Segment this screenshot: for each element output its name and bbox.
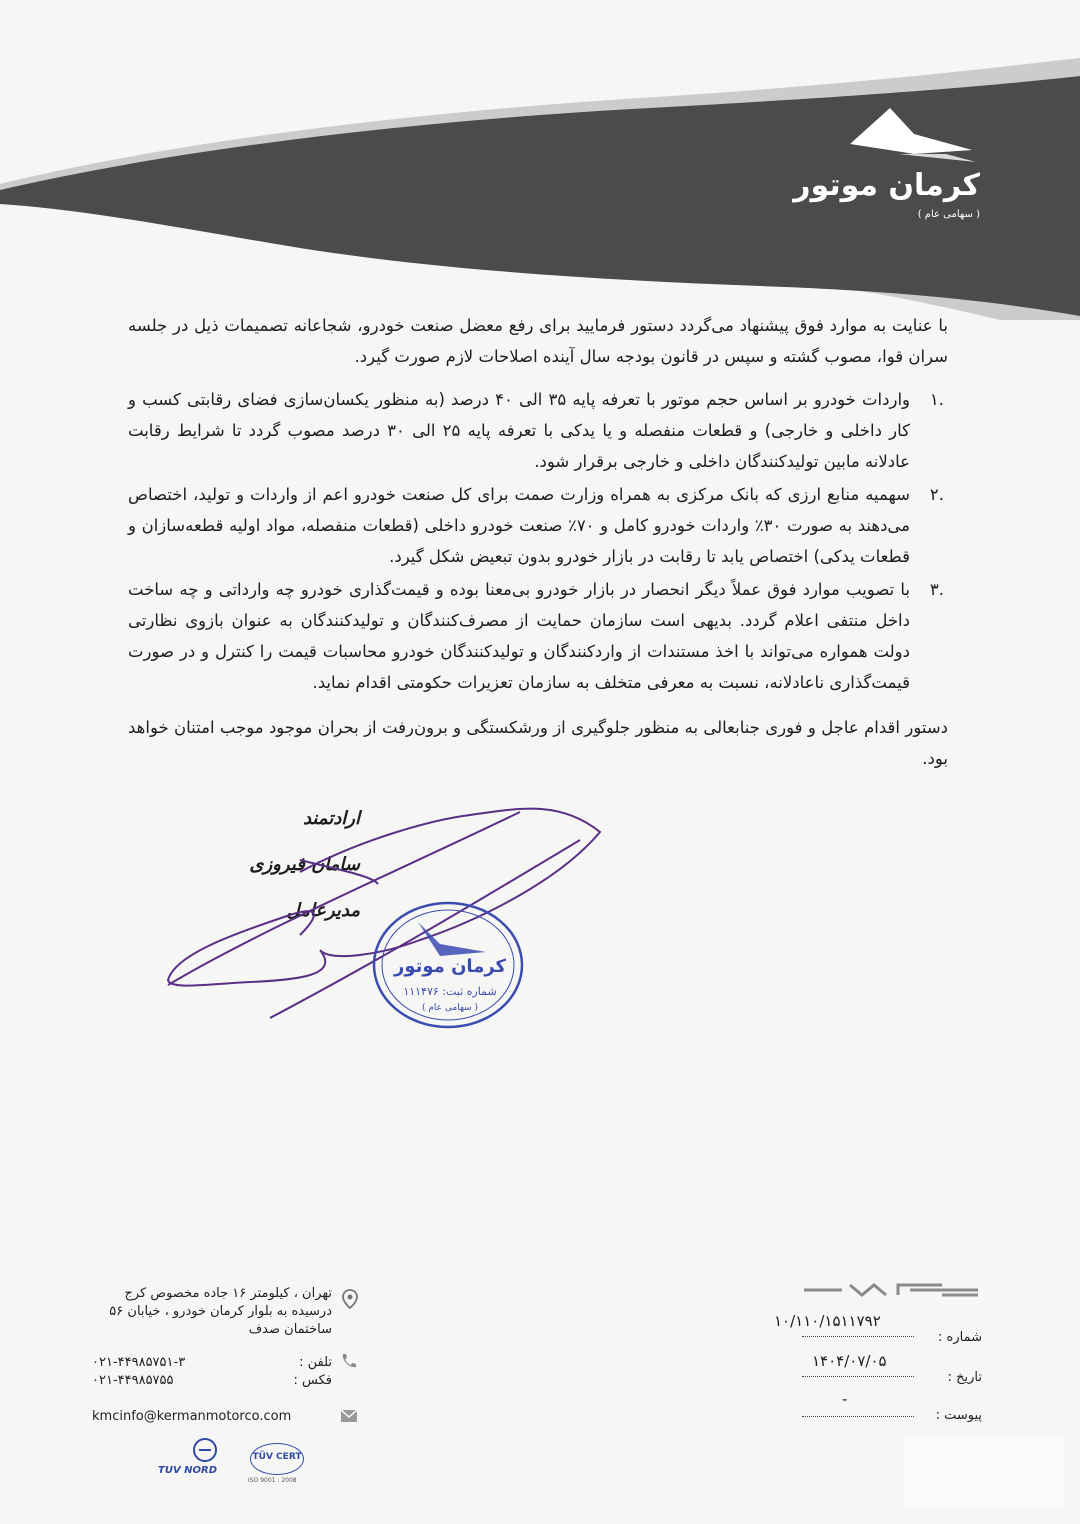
company-stamp xyxy=(374,903,522,1027)
attachment-dots xyxy=(802,1416,914,1417)
letter-number: ۱۰/۱۱۰/۱۵۱۱۷۹۲ xyxy=(774,1312,881,1330)
tuv-cert-badge xyxy=(250,1443,304,1475)
kmc-logo xyxy=(802,1282,982,1301)
stamp-company-name: کرمان موتور xyxy=(393,956,507,977)
address-line: ساختمان صدف xyxy=(248,1322,332,1337)
company-name: کرمان موتور xyxy=(793,168,980,203)
item-number: .۳ xyxy=(929,580,944,599)
number-label: شماره : xyxy=(938,1330,982,1345)
attachment-value: - xyxy=(842,1390,849,1408)
company-brand xyxy=(793,168,980,220)
header-band xyxy=(0,0,1080,320)
signer-name: سامان فیروزی xyxy=(249,854,360,875)
address-line: درسیده به بلوار کرمان خودرو ، خیابان ۵۶ xyxy=(109,1304,332,1319)
item-number: .۲ xyxy=(929,485,944,504)
address-line: تهران ، کیلومتر ۱۶ جاده مخصوص کرج xyxy=(124,1286,332,1301)
number-dots xyxy=(802,1336,914,1337)
letter-closing: دستور اقدام عاجل و فوری جنابعالی به منظور جلوگیری از ورشکستگی و برون‌رفت از بحران موجود موجب امتنان خواهد بود. xyxy=(128,718,948,768)
email: kmcinfo@kermanmotorco.com xyxy=(92,1409,292,1424)
list-item xyxy=(128,574,948,698)
company-type: ( سهامی عام ) xyxy=(917,209,980,220)
item-text: با تصویب موارد فوق عملاً دیگر انحصار در بازار خودرو بی‌معنا بوده و قیمت‌گذاری خودرو چه وارداتی و چه ساخت داخل منتفی اعلام گردد. بدیهی است سازمان حمایت از مصرف‌کنندگان و تولیدکنندگان به عنوان بازوی نظارتی دولت همواره می‌تواند با اخذ مستندات از واردکنندگان و تولیدکنندگان خودرو محاسبات قیمت را کنترل و در صورت قیمت‌گذاری ناعادلانه، نسبت به معرفی متخلف به سازمان تعزیرات حکومتی اقدام نماید. xyxy=(128,580,910,692)
tuv-nord-logo: TUV NORD xyxy=(158,1465,218,1476)
signature-greeting: ارادتمند xyxy=(302,808,360,829)
mail-icon xyxy=(340,1409,358,1423)
fax-value: ۰۲۱-۴۴۹۸۵۷۵۵ xyxy=(92,1373,174,1388)
item-text: سهمیه منابع ارزی که بانک مرکزی به همراه وزارت صمت برای کل صنعت خودرو اعم از واردات و تولید، اختصاص می‌دهند به صورت ۳۰٪ واردات خودرو کامل و ۷۰٪ صنعت خودرو داخلی (قطعات منفصله، مواد اولیه قطعه‌سازان و قطعات یدکی) اختصاص یابد تا رقابت در بازار خودرو بدون تبعیض شکل گیرد. xyxy=(128,485,911,566)
phone-value: ۰۲۱-۴۴۹۸۵۷۵۱-۳ xyxy=(92,1355,186,1370)
letter-date: ۱۴۰۴/۰۷/۰۵ xyxy=(812,1352,887,1370)
item-number: .۱ xyxy=(929,390,944,409)
phone-icon xyxy=(340,1353,358,1369)
stamp-company-type: ( سهامی عام ) xyxy=(421,1003,479,1013)
signature-block xyxy=(249,808,360,946)
attachment-label: پیوست : xyxy=(935,1408,982,1423)
fax-label: فکس : xyxy=(293,1373,332,1388)
tuv-cert-label: TÜV CERT xyxy=(252,1452,302,1462)
handwritten-signature xyxy=(168,809,600,1018)
location-pin-icon xyxy=(342,1289,358,1309)
date-dots xyxy=(802,1376,914,1377)
letter-body xyxy=(128,310,948,774)
tuv-nord-icon xyxy=(192,1437,218,1463)
kmc-logo-icon xyxy=(802,1283,982,1297)
address xyxy=(92,1285,332,1339)
date-label: تاریخ : xyxy=(947,1370,982,1385)
signer-title: مدیرعامل xyxy=(286,900,360,921)
iso-label: ISO 9001 : 2008 xyxy=(248,1477,297,1484)
phone-label: تلفن : xyxy=(299,1355,332,1370)
item-text: واردات خودرو بر اساس حجم موتور با تعرفه پایه ۳۵ الی ۴۰ درصد (به منظور یکسان‌سازی فضای رقابتی کسب و کار داخلی و خارجی) و قطعات منفصله و یا یدکی با تعرفه پایه ۲۵ الی ۳۰ درصد مصوب گردد تا شرایط رقابت عادلانه مابین تولیدکنندگان داخلی و خارجی برقرار شود. xyxy=(128,390,911,471)
list-item xyxy=(128,384,948,477)
stamp-registration: شماره ثبت: ۱۱۱۴۷۶ xyxy=(403,985,497,998)
list-item xyxy=(128,479,948,572)
letter-intro: با عنایت به موارد فوق پیشنهاد می‌گردد دستور فرمایید برای رفع معضل صنعت خودرو، شجاعانه تصمیمات ذیل در جلسه سران قوا، مصوب گشته و سپس در قانون بودجه سال آینده اصلاحات لازم صورت گیرد. xyxy=(128,316,948,366)
page-smudge xyxy=(905,1438,1065,1510)
decision-list xyxy=(128,384,948,698)
